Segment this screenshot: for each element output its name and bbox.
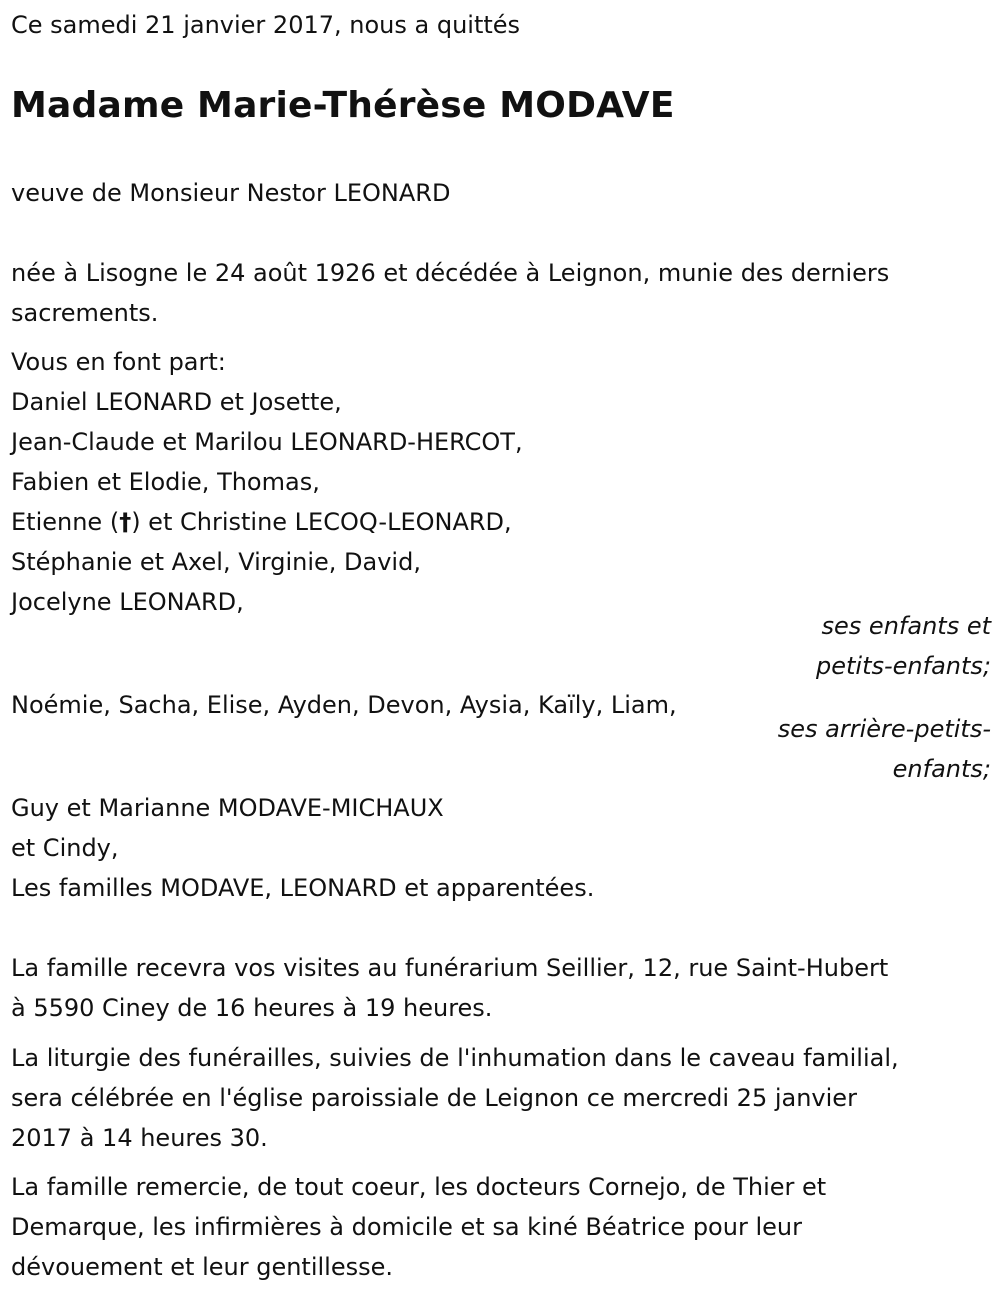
- announcers-intro: Vous en font part:: [11, 348, 226, 376]
- other-family-line: Les familles MODAVE, LEONARD et apparentées.: [11, 874, 595, 902]
- birth-death-line: sacrements.: [11, 299, 159, 327]
- visits-line: La famille recevra vos visites au funérarium Seillier, 12, rue Saint-Hubert: [11, 954, 889, 982]
- children-role-line: ses enfants et: [821, 612, 991, 640]
- family-line: Daniel LEONARD et Josette,: [11, 388, 342, 416]
- etienne-name: Etienne (: [11, 508, 120, 536]
- funeral-paragraph: [11, 1038, 991, 1158]
- visits-paragraph: [11, 948, 991, 1028]
- intro-text: Ce samedi 21 janvier 2017, nous a quittés: [11, 11, 521, 39]
- funeral-line: La liturgie des funérailles, suivies de l'inhumation dans le caveau familial,: [11, 1044, 899, 1072]
- deceased-name: Madame Marie-Thérèse MODAVE: [11, 85, 675, 126]
- family-line: Jocelyne LEONARD,: [11, 588, 244, 616]
- family-line: Fabien et Elodie, Thomas,: [11, 468, 320, 496]
- birth-death-line: née à Lisogne le 24 août 1926 et décédée à Leignon, munie des derniers: [11, 259, 890, 287]
- other-family-line: et Cindy,: [11, 834, 119, 862]
- birth-death-paragraph: [11, 253, 991, 333]
- cross-icon: †: [119, 508, 132, 536]
- thanks-line: La famille remercie, de tout coeur, les docteurs Cornejo, de Thier et: [11, 1173, 827, 1201]
- children-role: [816, 606, 991, 686]
- children-list: [11, 382, 991, 622]
- great-grandchildren-role: [778, 709, 991, 789]
- thanks-line: Demarque, les infirmières à domicile et sa kiné Béatrice pour leur: [11, 1213, 802, 1241]
- family-line: Jean-Claude et Marilou LEONARD-HERCOT,: [11, 428, 523, 456]
- great-grandchildren-list: Noémie, Sacha, Elise, Ayden, Devon, Aysia, Kaïly, Liam,: [11, 691, 677, 719]
- thanks-paragraph: [11, 1167, 991, 1287]
- family-line-etienne: [11, 502, 991, 542]
- great-grandchildren-role-line: ses arrière-petits-: [777, 715, 991, 743]
- etienne-rest: ) et Christine LECOQ-LEONARD,: [131, 508, 512, 536]
- other-family: [11, 788, 991, 908]
- funeral-line: sera célébrée en l'église paroissiale de Leignon ce mercredi 25 janvier: [11, 1084, 857, 1112]
- funeral-line: 2017 à 14 heures 30.: [11, 1124, 268, 1152]
- children-role-line: petits-enfants;: [816, 652, 991, 680]
- thanks-line: dévouement et leur gentillesse.: [11, 1253, 393, 1281]
- widow-of-text: veuve de Monsieur Nestor LEONARD: [11, 179, 451, 207]
- great-grandchildren-role-line: enfants;: [892, 755, 991, 783]
- family-line: Stéphanie et Axel, Virginie, David,: [11, 548, 421, 576]
- visits-line: à 5590 Ciney de 16 heures à 19 heures.: [11, 994, 493, 1022]
- other-family-line: Guy et Marianne MODAVE-MICHAUX: [11, 794, 444, 822]
